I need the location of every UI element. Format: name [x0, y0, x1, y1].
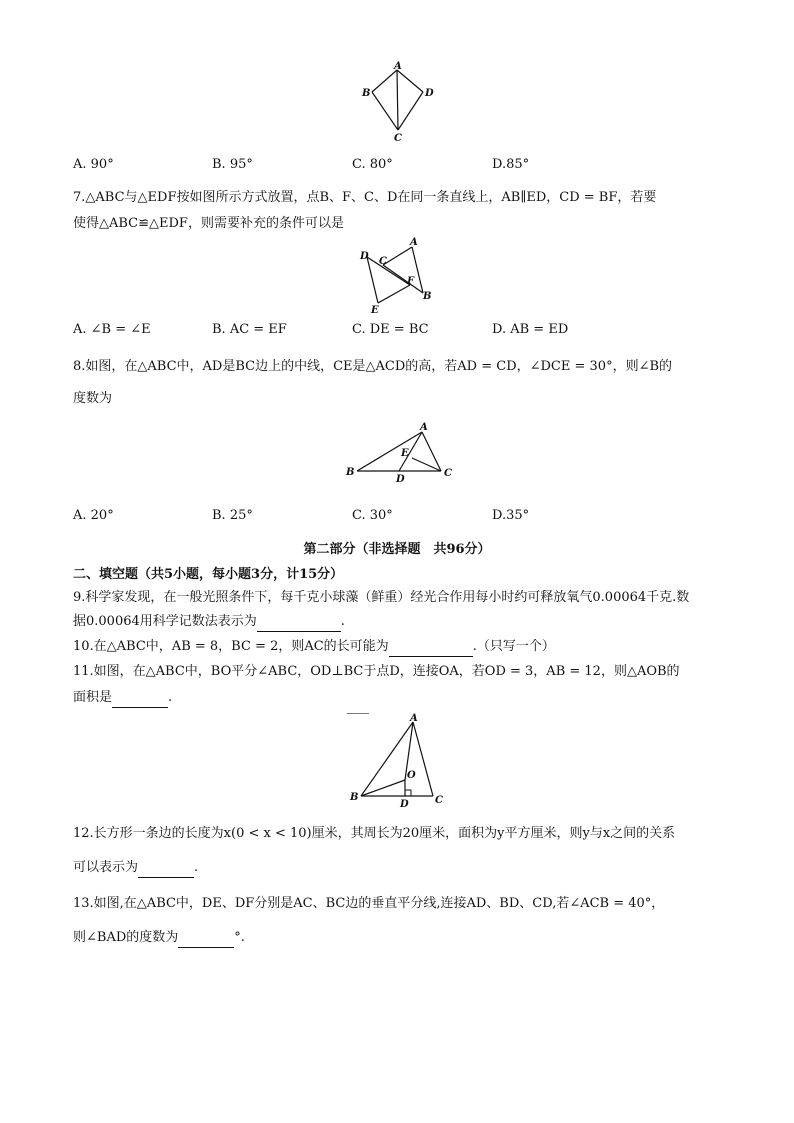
q8-option-a: A. 20° [73, 508, 114, 523]
q6-option-b: B. 95° [212, 157, 253, 172]
q8-label-c: C [444, 468, 452, 479]
q12-answer-blank[interactable] [138, 862, 194, 878]
q7-figure [355, 235, 440, 315]
q7-option-b: B. AC = EF [212, 322, 287, 337]
q6-figure [355, 60, 445, 145]
q11-figure [345, 712, 450, 810]
q6-label-a: A [394, 61, 402, 72]
q11-label-d: D [400, 799, 409, 810]
q8-label-a: A [420, 422, 428, 433]
q7-label-b: B [423, 291, 432, 302]
q11-answer-blank[interactable] [112, 692, 168, 708]
q9-stem-line1: 9.科学家发现，在一般光照条件下，每千克小球藻（鲜重）经光合作用每小时约可释放氧气0.00064千克.数 [73, 590, 690, 605]
q11-text: 面积是 [73, 690, 113, 705]
q9-stem-line2 [73, 612, 723, 632]
q7-label-f: F [407, 276, 415, 287]
q10-text: 10.在△ABC中，AB = 8，BC = 2，则AC的长可能为 [73, 639, 389, 654]
q12-stem-line2 [73, 858, 723, 878]
q10-stem [73, 637, 723, 657]
q8-stem-line2: 度数为 [73, 391, 113, 406]
q7-option-d: D. AB = ED [492, 322, 569, 337]
q7-option-c: C. DE = BC [352, 322, 429, 337]
q13-stem-line2 [73, 928, 723, 948]
q7-stem-line1: 7.△ABC与△EDF按如图所示方式放置，点B、F、C、D在同一条直线上，AB∥ED，CD = BF，若要 [73, 190, 657, 205]
q9-text: 据0.00064用科学记数法表示为 [73, 614, 257, 629]
q7-stem-line2: 使得△ABC≌△EDF，则需要补充的条件可以是 [73, 216, 344, 231]
q6-option-c: C. 80° [352, 157, 393, 172]
q6-label-b: B [362, 88, 371, 99]
q11-label-c: C [435, 795, 443, 806]
q10-answer-blank[interactable] [389, 641, 473, 657]
q7-label-d: D [360, 251, 369, 262]
part2-heading: 第二部分（非选择题 共96分） [303, 542, 491, 557]
q8-stem-line1: 8.如图，在△ABC中，AD是BC边上的中线，CE是△ACD的高，若AD = CD，∠DCE = 30°，则∠B的 [73, 359, 673, 374]
q11-label-o: O [407, 770, 416, 781]
q11-stem-line1: 11.如图，在△ABC中，BO平分∠ABC，OD⊥BC于点D，连接OA，若OD = 3，AB = 12，则△AOB的 [73, 664, 680, 679]
q12-text: 可以表示为 [73, 860, 139, 875]
q12-end: . [194, 860, 199, 875]
q8-label-e: E [401, 448, 409, 459]
q8-option-b: B. 25° [212, 508, 253, 523]
q8-option-c: C. 30° [352, 508, 393, 523]
q11-label-b: B [350, 792, 359, 803]
q11-end: . [168, 690, 173, 705]
q8-figure [340, 420, 465, 485]
q8-label-d: D [396, 474, 405, 485]
q10-end: .（只写一个） [472, 639, 555, 654]
q12-stem-line1: 12.长方形一条边的长度为x(0 < x < 10)厘米，其周长为20厘米，面积为y平方厘米，则y与x之间的关系 [73, 826, 676, 841]
q13-text: 则∠BAD的度数为 [73, 930, 179, 945]
q13-end: °. [234, 930, 245, 945]
q7-option-a: A. ∠B = ∠E [73, 322, 151, 337]
q11-stem-line2 [73, 688, 723, 708]
q13-stem-line1: 13.如图,在△ABC中，DE、DF分别是AC、BC边的垂直平分线,连接AD、BD、CD,若∠ACB = 40°， [73, 896, 665, 911]
q6-option-a: A. 90° [73, 157, 114, 172]
q8-label-b: B [346, 467, 355, 478]
q11-label-a: A [410, 713, 418, 724]
q7-label-c: C [379, 256, 387, 267]
q8-option-d: D.35° [492, 508, 530, 523]
q7-label-e: E [371, 305, 379, 315]
q13-answer-blank[interactable] [178, 932, 234, 948]
section2-heading: 二、填空题（共5小题，每小题3分，计15分） [73, 567, 344, 582]
q6-label-d: D [425, 88, 434, 99]
q9-answer-blank[interactable] [257, 616, 341, 632]
q6-label-c: C [394, 133, 402, 144]
q9-end: . [340, 614, 345, 629]
q7-label-a: A [410, 237, 418, 248]
q6-option-d: D.85° [492, 157, 530, 172]
